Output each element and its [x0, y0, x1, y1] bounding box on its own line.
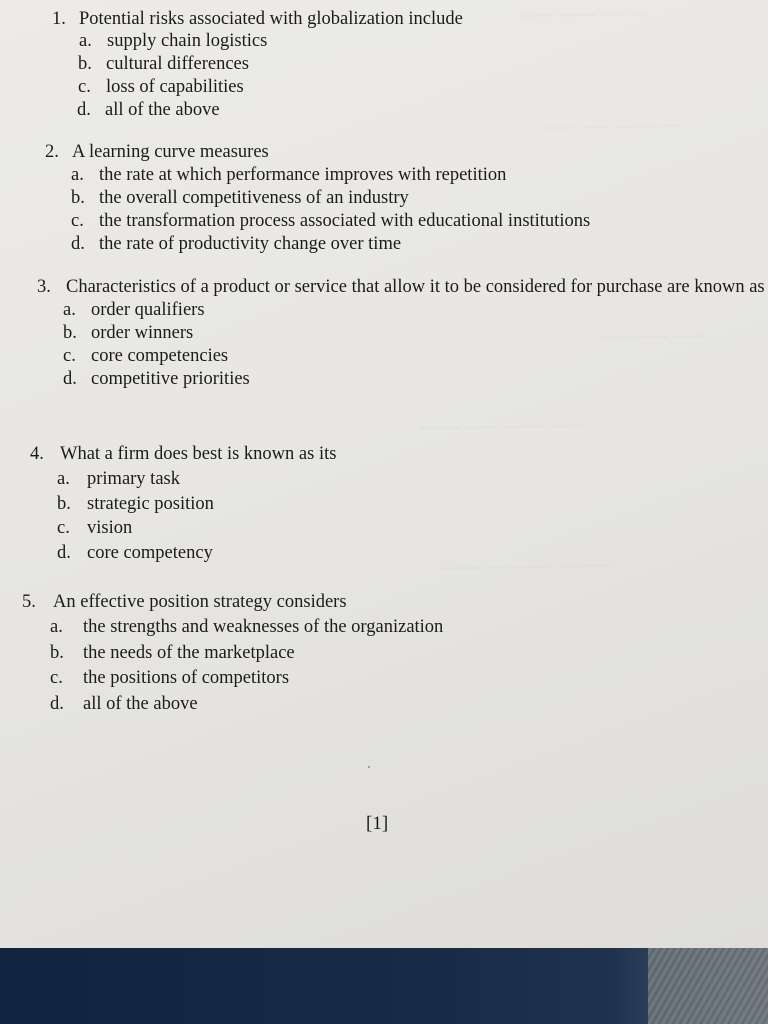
- option-list: [50, 615, 443, 717]
- stray-mark: [368, 766, 370, 768]
- question-number: 3.: [37, 277, 51, 297]
- option-letter: b.: [57, 493, 71, 514]
- question-number: 1.: [52, 9, 66, 29]
- question-text: A learning curve measures: [72, 142, 269, 162]
- option-b: [57, 492, 336, 517]
- option-text: vision: [87, 518, 133, 538]
- bleed-through-text: ~~~~~ ~~~~ ~~~~~~ ~~~~: [419, 418, 586, 438]
- question-1: [52, 8, 463, 122]
- option-list: [63, 299, 768, 391]
- question-text: What a firm does best is known as its: [60, 444, 337, 464]
- option-b: [50, 641, 443, 667]
- option-letter: a.: [63, 300, 76, 320]
- option-b: [78, 53, 463, 76]
- option-text: the overall competitiveness of an industry: [99, 188, 409, 208]
- question-text: Potential risks associated with globalization include: [79, 9, 463, 29]
- option-text: core competency: [87, 542, 213, 563]
- bleed-through-text: ~~~~~ ~~~ ~~~~~~ ~~: [539, 118, 682, 138]
- bleed-through-text: ~~~~ ~~~~~ ~~~ ~~: [519, 6, 645, 26]
- question-stem: [37, 276, 768, 299]
- option-letter: c.: [78, 77, 91, 97]
- option-a: [71, 164, 590, 187]
- question-text: An effective position strategy considers: [53, 592, 347, 612]
- question-4: [30, 442, 336, 565]
- option-letter: c.: [50, 668, 63, 688]
- option-text: the transformation process associated with educational institutions: [99, 211, 591, 231]
- option-letter: d.: [71, 234, 85, 254]
- option-letter: b.: [78, 54, 92, 74]
- page-number: [1]: [366, 813, 389, 834]
- option-text: order winners: [91, 323, 194, 343]
- option-letter: a.: [50, 617, 63, 637]
- option-list: [71, 164, 590, 256]
- option-d: [63, 368, 768, 391]
- option-c: [57, 516, 336, 541]
- question-text: Characteristics of a product or service that allow it to be considered for purchase are known as: [66, 277, 765, 297]
- question-5: [22, 590, 443, 717]
- option-letter: d.: [77, 100, 91, 120]
- desk-surface: [0, 948, 768, 1024]
- option-letter: d.: [57, 542, 71, 563]
- option-letter: a.: [57, 469, 70, 489]
- bleed-through-text: ~~~ ~~~~~ ~~~~: [599, 329, 706, 347]
- option-text: all of the above: [83, 693, 198, 714]
- option-d: [50, 692, 443, 718]
- option-list: [57, 467, 336, 565]
- option-letter: a.: [79, 31, 92, 51]
- option-text: competitive priorities: [91, 369, 250, 389]
- option-letter: d.: [63, 369, 77, 389]
- question-stem: [45, 141, 590, 164]
- option-d: [77, 99, 463, 122]
- option-text: primary task: [87, 469, 180, 489]
- option-list: [79, 30, 463, 122]
- option-a: [57, 467, 336, 492]
- option-letter: b.: [50, 642, 64, 663]
- question-number: 5.: [22, 592, 36, 612]
- option-letter: a.: [71, 165, 84, 185]
- question-2: [45, 141, 590, 256]
- option-d: [71, 233, 590, 256]
- question-stem: [30, 442, 336, 466]
- option-text: the needs of the marketplace: [83, 642, 295, 663]
- question-3: [37, 276, 768, 391]
- question-stem: [22, 590, 443, 615]
- option-a: [79, 30, 463, 53]
- option-text: loss of capabilities: [106, 77, 244, 97]
- option-letter: b.: [63, 323, 77, 343]
- option-d: [57, 541, 336, 566]
- option-letter: c.: [63, 346, 76, 366]
- option-c: [50, 666, 443, 692]
- option-letter: b.: [71, 188, 85, 208]
- option-c: [63, 345, 768, 368]
- fabric-corner: [648, 948, 768, 1024]
- option-c: [71, 210, 590, 233]
- option-text: all of the above: [105, 100, 220, 120]
- question-stem: [52, 8, 463, 31]
- option-a: [50, 615, 443, 641]
- option-c: [78, 76, 463, 99]
- option-letter: c.: [71, 211, 84, 231]
- option-text: the rate at which performance improves with repetition: [99, 165, 507, 185]
- option-letter: c.: [57, 518, 70, 538]
- option-text: supply chain logistics: [107, 31, 268, 51]
- option-text: the positions of competitors: [83, 668, 290, 688]
- question-number: 2.: [45, 142, 59, 162]
- option-text: core competencies: [91, 346, 229, 366]
- option-b: [71, 187, 590, 210]
- option-text: the strengths and weaknesses of the organization: [83, 617, 444, 637]
- option-text: order qualifiers: [91, 300, 205, 320]
- option-text: the rate of productivity change over time: [99, 234, 402, 254]
- option-a: [63, 299, 768, 322]
- option-b: [63, 322, 768, 345]
- option-text: strategic position: [87, 493, 214, 514]
- bleed-through-text: ~~~~~ ~~~ ~~~~~ ~~~~~~~: [439, 558, 614, 578]
- option-letter: d.: [50, 693, 64, 714]
- option-text: cultural differences: [106, 54, 249, 74]
- question-number: 4.: [30, 444, 44, 464]
